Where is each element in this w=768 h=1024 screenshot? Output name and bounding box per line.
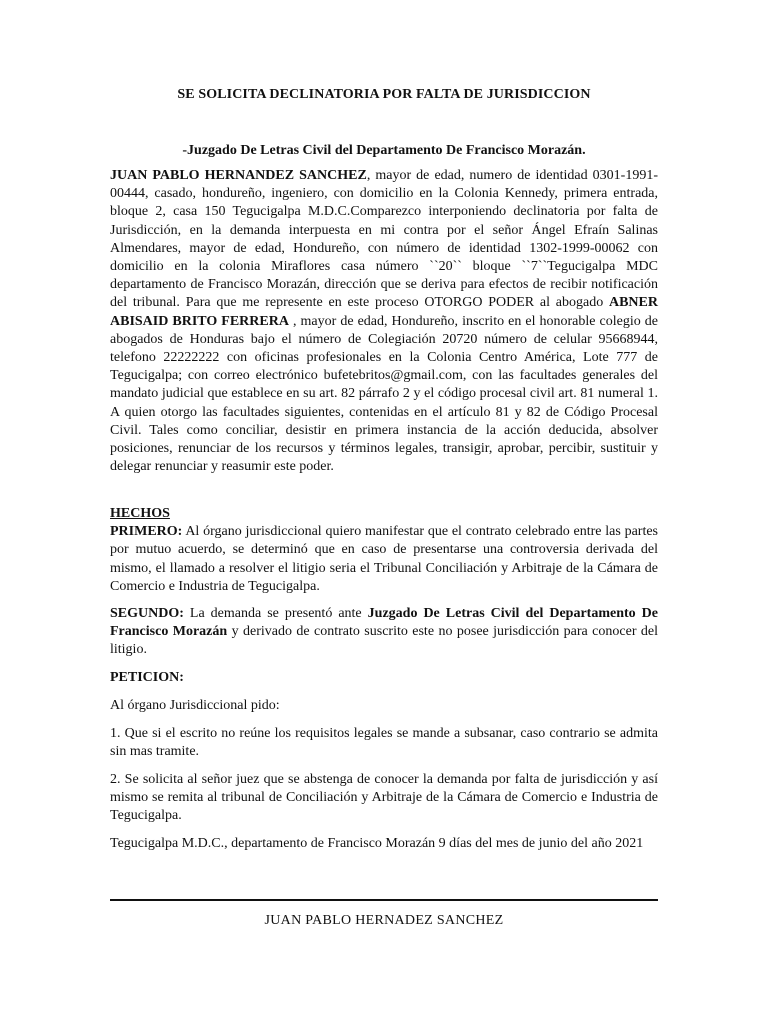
segundo-court: Juzgado De Letras Civil del Departamento De Francisco Morazán — [110, 606, 658, 640]
segundo-paragraph — [110, 605, 658, 660]
document-title: SE SOLICITA DECLINATORIA POR FALTA DE JURISDICCION — [177, 87, 591, 102]
segundo-label: SEGUNDO: — [110, 606, 184, 621]
signature-name: JUAN PABLO HERNADEZ SANCHEZ — [264, 913, 504, 928]
primero-paragraph — [110, 523, 658, 596]
petitioner-name: JUAN PABLO HERNANDEZ SANCHEZ — [110, 168, 367, 183]
peticion-intro: Al órgano Jurisdiccional pido: — [110, 698, 280, 713]
primero-text: Al órgano jurisdiccional quiero manifestar que el contrato celebrado entre las partes por mutuo acuerdo, se determinó que en caso de presentarse una controversia derivada del mismo, el llamado a resolver el litigio seria el Tribunal Conciliación y Arbitraje de la Cámara de Comercio e Industria de Tegucigalpa. — [110, 524, 658, 594]
closing-paragraph: Tegucigalpa M.D.C., departamento de Francisco Morazán 9 días del mes de junio del año 2021 — [110, 836, 644, 851]
peticion-heading-block — [110, 669, 658, 687]
attorney-name: ABNER ABISAID BRITO FERRERA — [110, 295, 658, 329]
intro-paragraph — [110, 167, 658, 476]
segundo-text-part2: y derivado de contrato suscrito este no posee jurisdicción para conocer del litigio. — [110, 624, 658, 658]
primero-label: PRIMERO: — [110, 524, 183, 540]
hechos-heading: HECHOS — [110, 506, 170, 521]
court-heading: -Juzgado De Letras Civil del Departamento De Francisco Morazán. — [182, 143, 586, 158]
signature-line — [110, 899, 658, 901]
peticion-heading: PETICION: — [110, 670, 184, 685]
peticion-item-2: 2. Se solicita al señor juez que se abstenga de conocer la demanda por falta de jurisdicción y así mismo se remita al tribunal de Conciliación y Arbitraje de la Cámara de Comercio e Industria de Tegucigalpa. — [110, 772, 658, 824]
intro-text-part1: , mayor de edad, numero de identidad 0301-1991-00444, casado, hondureño, ingeniero, con domicilio en la Colonia Kennedy, primera entrada, bloque 2, casa 150 Tegucigalpa M.D.C.Comparezco interponiendo declinatoria por falta de Jurisdicción, en la demanda interpuesta en mi contra por el señor Ángel Efraín Salinas Almendares, mayor de edad, Hondureño, con número de identidad 1302-1999-00062 con domicilio en la colonia Miraflores casa número ``20`` bloque ``7``Tegucigalpa MDC departamento de Francisco Morazán, dirección que se deriva para efectos de recibir notificación del tribunal. Para que me represente en este proceso OTORGO PODER al abogado — [110, 168, 658, 311]
hechos-section — [110, 505, 658, 596]
peticion-item-1: 1. Que si el escrito no reúne los requisitos legales se mande a subsanar, caso contrario se admita sin mas tramite. — [110, 726, 658, 760]
segundo-text-part1: La demanda se presentó ante — [183, 606, 368, 621]
intro-text-part2: , mayor de edad, Hondureño, inscrito en el honorable colegio de abogados de Honduras bajo el número de Colegiación 20720 número de celular 95668944, telefono 22222222 con oficinas profesionales en la Colonia Centro América, Lote 777 de Tegucigalpa; con correo electrónico bufetebritos@gmail.com, con las facultades generales del mandato judicial que establece en su art. 82 párrafo 2 y el código procesal civil art. 81 numeral 1. A quien otorgo las facultades siguientes, contenidas en el artículo 81 y 82 de Código Procesal Civil. Tales como conciliar, desistir en primera instancia de la acción deducida, absolver posiciones, renunciar de los recursos y términos legales, transigir, aprobar, percibir, sustituir y delegar renunciar y reasumir este poder. — [110, 313, 658, 475]
